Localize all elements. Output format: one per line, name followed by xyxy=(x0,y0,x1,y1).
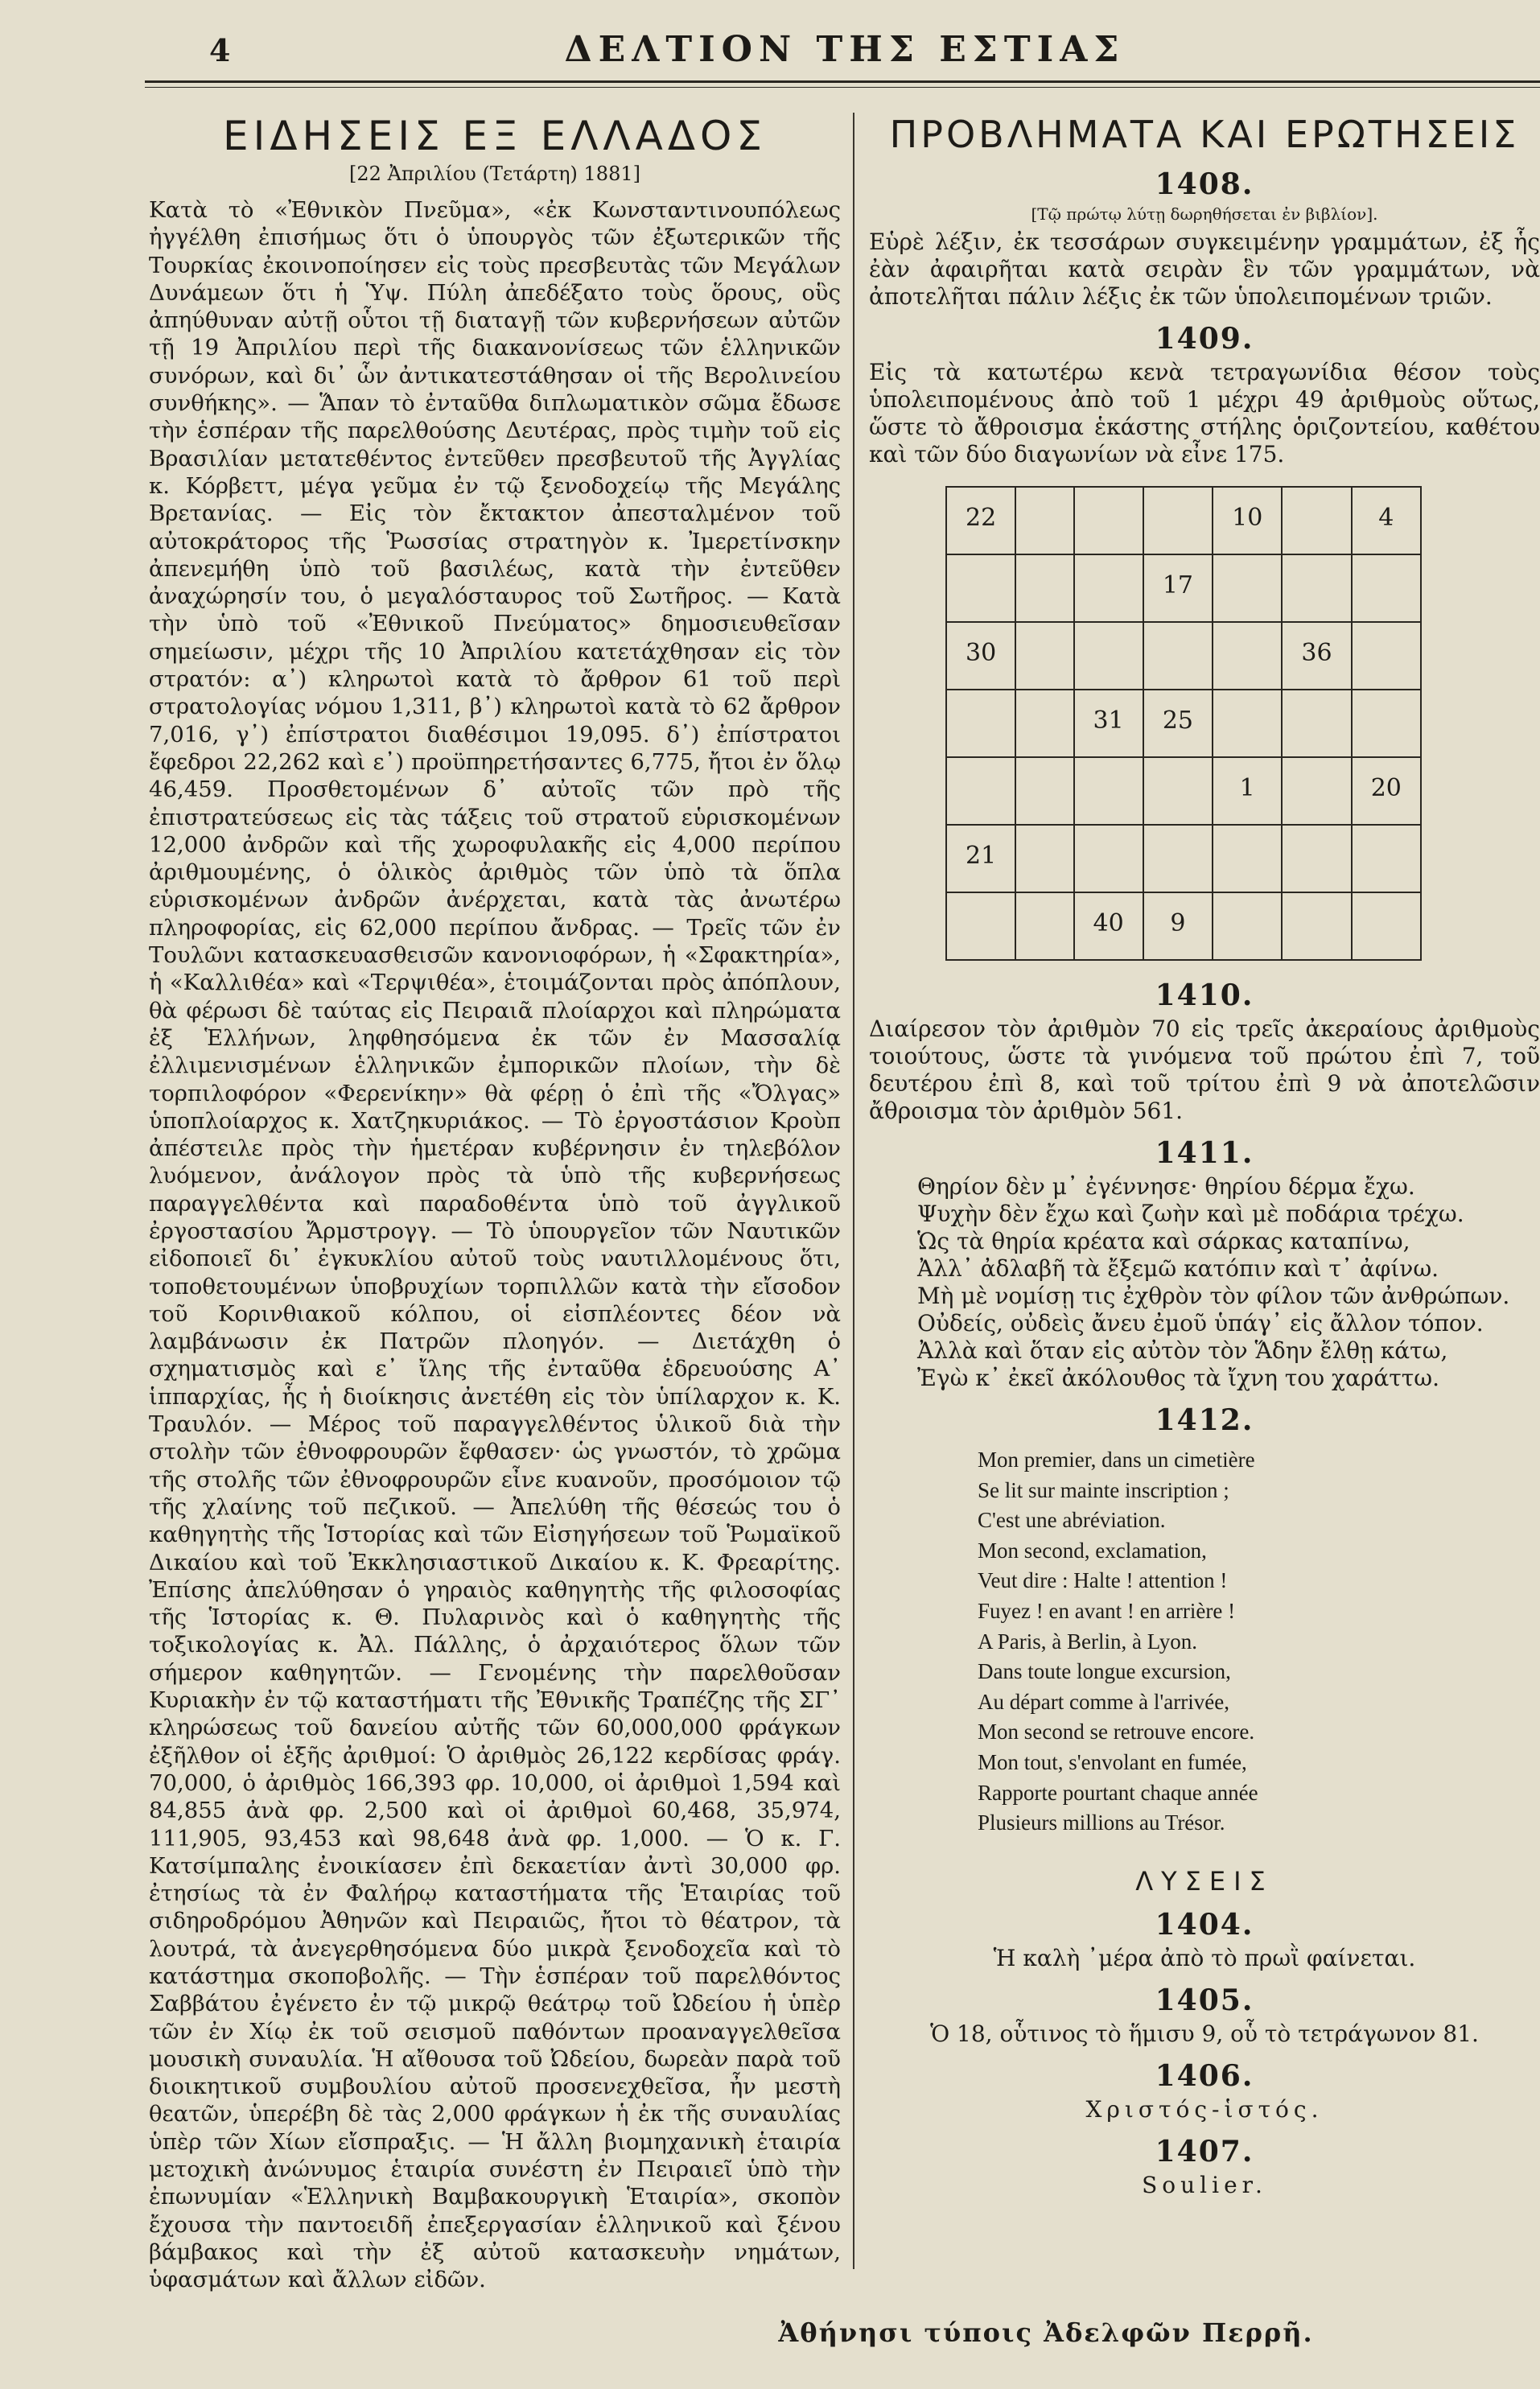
magic-square-row xyxy=(946,487,1421,554)
magic-square-cell xyxy=(1352,622,1421,690)
magic-square-cell xyxy=(1015,892,1073,960)
magic-square-cell xyxy=(1282,690,1351,757)
magic-square-cell xyxy=(1143,757,1213,825)
magic-square-cell: 40 xyxy=(1074,892,1143,960)
magic-square-cell xyxy=(1143,487,1213,554)
magic-square-cell xyxy=(1213,825,1282,892)
magic-square-cell xyxy=(946,554,1015,622)
news-dateline: [22 Ἀπριλίου (Τετάρτη) 1881] xyxy=(349,163,640,185)
verse-line: Ἀλλ᾽ ἀδλαβῆ τὰ ἔξεμῶ κατόπιν καὶ τ᾽ ἀφίνω. xyxy=(917,1255,1439,1282)
verse-line: Ἀλλὰ καὶ ὅταν εἰς αὐτὸν τὸν Ἅδην ἔλθῃ κάτω, xyxy=(917,1337,1448,1364)
verse-line: Οὐδείς, οὐδεὶς ἄνευ ἐμοῦ ὑπάγ᾽ εἰς ἄλλον τόπον. xyxy=(917,1310,1484,1337)
news-column xyxy=(149,113,841,2294)
magic-square-cell xyxy=(1074,757,1143,825)
magic-square-row xyxy=(946,690,1421,757)
magic-square-cell xyxy=(1015,622,1073,690)
magic-square-cell: 4 xyxy=(1352,487,1421,554)
magic-square-cell xyxy=(1015,690,1073,757)
magic-square-row xyxy=(946,622,1421,690)
verse-line: Fuyez ! en avant ! en arrière ! xyxy=(978,1598,1236,1623)
magic-square-cell: 25 xyxy=(1143,690,1213,757)
answer-1405-number: 1405. xyxy=(1155,1983,1254,2017)
magic-square-cell: 21 xyxy=(946,825,1015,892)
magic-square-cell: 17 xyxy=(1143,554,1213,622)
verse-line: Mon tout, s'envolant en fumée, xyxy=(978,1749,1247,1774)
answer-1404-number: 1404. xyxy=(1155,1907,1254,1942)
problem-1410-text: Διαίρεσον τὸν ἀριθμὸν 70 εἰς τρεῖς ἀκεραίους ἀριθμοὺς τοιούτους, ὥστε τὰ γινόμενα τοῦ πρώτου ἐπὶ 7, τοῦ δευτέρου ἐπὶ 8, καὶ τοῦ τρίτου ἐπὶ 9 νὰ ἀποτελῶσιν ἄθροισμα τὸν ἀριθμὸν 561. xyxy=(869,1015,1540,1124)
magic-square-cell xyxy=(946,690,1015,757)
problem-1408-text: Εὑρὲ λέξιν, ἐκ τεσσάρων συγκειμένην γραμμάτων, ἐξ ἧς ἐὰν ἀφαιρῆται κατὰ σειρὰν ἓν τῶν γραμμάτων, νὰ ἀποτελῆται πάλιν λέξις ἐκ τῶν ὑπολειπομένων τριῶν. xyxy=(869,229,1540,310)
answer-1404-text: Ἡ καλὴ ᾽μέρα ἀπὸ τὸ πρωῒ φαίνεται. xyxy=(993,1944,1416,1971)
verse-line: Se lit sur mainte inscription ; xyxy=(978,1477,1229,1502)
magic-square-cell xyxy=(1213,892,1282,960)
running-title: ΔΕΛΤΙΟΝ ΤΗΣ ΕΣΤΙΑΣ xyxy=(564,29,1126,70)
magic-square-cell xyxy=(1282,825,1351,892)
column-divider xyxy=(853,113,854,2269)
verse-line: Ἐγὼ κ᾽ ἐκεῖ ἀκόλουθος τὰ ἴχνη του χαράττω. xyxy=(917,1365,1440,1391)
magic-square-cell: 1 xyxy=(1213,757,1282,825)
magic-square-cell xyxy=(1213,690,1282,757)
magic-square-cell xyxy=(1282,554,1351,622)
verse-line: Veut dire : Halte ! attention ! xyxy=(978,1568,1228,1593)
verse-line: Ψυχὴν δὲν ἔχω καὶ ζωὴν καὶ μὲ ποδάρια τρέχω. xyxy=(917,1201,1464,1227)
problem-1410-number: 1410. xyxy=(1155,978,1254,1012)
magic-square-cell xyxy=(1143,825,1213,892)
problem-1409-text: Εἰς τὰ κατωτέρω κενὰ τετραγωνίδια θέσον τοὺς ὑπολειπομένους ἀπὸ τοῦ 1 μέχρι 49 ἀριθμοὺς οὕτως, ὥστε τὸ ἄθροισμα ἑκάστης στήλης ὁριζοντείου, καθέτου καὶ τῶν δύο διαγωνίων νὰ εἶνε 175. xyxy=(869,359,1540,468)
header-rule xyxy=(145,80,1540,83)
problem-1412-verse xyxy=(978,1445,1540,1839)
magic-square-cell: 30 xyxy=(946,622,1015,690)
answer-1407-number: 1407. xyxy=(1155,2134,1254,2169)
verse-line: Θηρίον δὲν μ᾽ ἐγέννησε· θηρίου δέρμα ἔχω. xyxy=(917,1173,1415,1200)
news-body: Κατὰ τὸ «Ἐθνικὸν Πνεῦμα», «ἐκ Κωνσταντινουπόλεως ἠγγέλθη ἐπισήμως ὅτι ὁ ὑπουργὸς τῶν ἐξωτερικῶν τῆς Τουρκίας ἐκοινοποίησεν εἰς τοὺς πρεσβευτὰς τῶν Μεγάλων Δυνάμεων ὅτι ἡ Ὑψ. Πύλη ἀπεδέξατο τοὺς ὅρους, οὓς ἀπηύθυναν αὐτῇ οὗτοι τῇ διαταγῇ τῶν κυβερνήσεων αὐτῶν τῇ 19 Ἀπριλίου περὶ τῆς διακανονίσεως τῶν ἑλληνικῶν συνόρων, καὶ δι᾽ ὧν ἀντικατεστάθησαν οἱ τῆς Βερολινείου συνθήκης». — Ἅπαν τὸ ἐνταῦθα διπλωματικὸν σῶμα ἔδωσε τὴν ἑσπέραν τῆς παρελθούσης Δευτέρας, πρὸς τιμὴν τοῦ εἰς Βρασιλίαν μετατεθέντος ἐντεῦθεν πρεσβευτοῦ τῆς Ἀγγλίας κ. Κόρβεττ, μέγα γεῦμα ἐν τῷ ξενοδοχείῳ τῆς Μεγάλης Βρετανίας. — Εἰς τὸν ἔκτακτον ἀπεσταλμένον τοῦ αὐτοκράτορος τῆς Ῥωσσίας στρατηγὸν κ. Ἰμερετίνσκην ἀπενεμήθη ὑπὸ τοῦ βασιλέως, κατὰ τὴν ἐντεῦθεν ἀναχώρησίν του, ὁ μεγαλόσταυρος τοῦ Σωτῆρος. — Κατὰ τὴν ὑπὸ τοῦ «Ἐθνικοῦ Πνεύματος» δημοσιευθεῖσαν σημείωσιν, μέχρι τῆς 10 Ἀπριλίου κατετάχθησαν εἰς τὸν στρατόν: α᾽) κληρωτοὶ κατὰ τὸ ἄρθρον 61 τοῦ περὶ στρατολογίας νόμου 1,311, β᾽) κληρωτοὶ κατὰ τὸ 62 ἄρθρον 7,016, γ᾽) ἐπίστρατοι διαθέσιμοι 19,095. δ᾽) ἐπίστρατοι ἔφεδροι 22,262 καὶ ε᾽) προϋπηρετήσαντες 6,775, ἤτοι ἐν ὅλῳ 46,459. Προσθετομένων δ᾽ αὐτοῖς τῶν πρὸ τῆς ἐπιστρατεύσεως εἰς τὰς τάξεις τοῦ στρατοῦ εὑρισκομένων 12,000 ἀνδρῶν καὶ τῆς χωροφυλακῆς εἰς 4,000 περίπου ἀριθμουμένης, ὁ ὁλικὸς ἀριθμὸς τῶν ὑπὸ τὰ ὅπλα εὑρισκομένων ἀνδρῶν ἀνέρχεται, κατὰ τὰς ἀνωτέρω πληροφορίας, εἰς 62,000 περίπου ἄνδρας. — Τρεῖς τῶν ἐν Τουλῶνι κατασκευασθεισῶν κανονιοφόρων, ἡ «Σφακτηρία», ἡ «Καλλιθέα» καὶ «Τερψιθέα», ἑτοιμάζονται πρὸς ἀπόπλουν, θὰ φέρωσι δὲ ταύτας εἰς Πειραιᾶ πλοίαρχοι καὶ πληρώματα ἐξ Ἑλλήνων, ληφθησόμενα ἐκ τῶν ἐν Μασσαλίᾳ ἐλλιμενισμένων ἑλληνικῶν ἐμπορικῶν πλοίων, τὴν δὲ τορπιλοφόρον «Φερενίκην» θὰ φέρῃ ὁ ἐπὶ τῆς «Ὄλγας» ὑποπλοίαρχος κ. Χατζηκυριάκος. — Τὸ ἐργοστάσιον Κροὺπ ἀπέστειλε πρὸς τὴν ἡμετέραν κυβέρνησιν ἐν τηλεβόλον λυόμενον, ἀνάλογον πρὸς τὰ ὑπὸ τῆς κυβερνήσεως παραγγελθέντα καὶ παραδοθέντα ὑπὸ τοῦ ἀγγλικοῦ ἐργοστασίου Ἄρμστρογγ. — Τὸ ὑπουργεῖον τῶν Ναυτικῶν εἰδοποιεῖ δι᾽ ἐγκυκλίου αὐτοῦ τοὺς ναυτιλλομένους ὅτι, τοποθετουμένων ὑποβρυχίων τορπιλλῶν κατὰ τὴν εἴσοδον τοῦ Κορινθιακοῦ κόλπου, οἱ εἰσπλέοντες δέον νὰ λαμβάνωσιν ἐκ Πατρῶν πλοηγόν. — Διετάχθη ὁ σχηματισμὸς καὶ ε᾽ ἴλης τῆς ἐνταῦθα ἑδρευούσης Α᾽ ἱππαρχίας, ἧς ἡ διοίκησις ἀνετέθη εἰς τὸν ὑπίλαρχον κ. Κ. Τραυλόν. — Μέρος τοῦ παραγγελθέντος ὑλικοῦ διὰ τὴν στολὴν τῶν ἐθνοφρουρῶν ἔφθασεν· ὡς γνωστόν, τὸ χρῶμα τῆς στολῆς τῶν ἐθνοφρουρῶν εἶνε κυανοῦν, προσόμοιον τῷ τῆς χλαίνης τοῦ πεζικοῦ. — Ἀπελύθη τῆς θέσεώς του ὁ καθηγητὴς τῆς Ἱστορίας καὶ τῶν Εἰσηγήσεων τοῦ Ῥωμαϊκοῦ Δικαίου καὶ τοῦ Ἐκκλησιαστικοῦ Δικαίου κ. Κ. Φρεαρίτης. Ἐπίσης ἀπελύθησαν ὁ γηραιὸς καθηγητὴς τῆς φιλοσοφίας τῆς Ἱστορίας κ. Θ. Πυλαρινὸς καὶ ὁ καθηγητὴς τῆς τοξικολογίας κ. Ἀλ. Πάλλης, ὁ ἀρχαιότερος ὅλων τῶν σήμερον καθηγητῶν. — Γενομένης τὴν παρελθοῦσαν Κυριακὴν ἐν τῷ καταστήματι τῆς Ἐθνικῆς Τραπέζης τῆς ΣΓ᾽ κληρώσεως τοῦ δανείου αὐτῆς τῶν 60,000,000 φράγκων ἐξῆλθον οἱ ἑξῆς ἀριθμοί: Ὁ ἀριθμὸς 26,122 κερδίσας φράγ. 70,000, ὁ ἀριθμὸς 166,393 φρ. 10,000, οἱ ἀριθμοὶ 1,594 καὶ 84,855 ἀνὰ φρ. 2,500 καὶ οἱ ἀριθμοὶ 60,468, 35,974, 111,905, 93,453 καὶ 98,648 ἀνὰ φρ. 1,000. — Ὁ κ. Γ. Κατσίμπαλης ἐνοικίασεν ἐπὶ δεκαετίαν ἀντὶ 30,000 φρ. ἐτησίως τὰ ἐν Φαλήρῳ καταστήματα τῆς Ἑταιρίας τοῦ σιδηροδρόμου Ἀθηνῶν καὶ Πειραιῶς, ἤτοι τὸ θέατρον, τὰ λουτρά, τὰ ἀνεγερθησόμενα δύο μικρὰ ξενοδοχεῖα καὶ τὸ κατάστημα σκοποβολῆς. — Τὴν ἑσπέραν τοῦ παρελθόντος Σαββάτου ἐγένετο ἐν τῷ μικρῷ θεάτρῳ τοῦ Ὠδείου ἡ ὑπὲρ τῶν ἐν Χίῳ ἐκ τοῦ σεισμοῦ παθόντων προαναγγελθεῖσα μουσικὴ συναυλία. Ἡ αἴθουσα τοῦ Ὠδείου, δωρεὰν παρὰ τοῦ διοικητικοῦ συμβουλίου αὐτοῦ προσενεχθεῖσα, ἦν μεστὴ θεατῶν, ὑπερέβη δὲ τὰς 2,000 φράγκων ἡ ἐκ τῆς συναυλίας ὑπὲρ τῶν Χίων εἴσπραξις. — Ἡ ἄλλη βιομηχανικὴ ἑταιρία μετοχικὴ ἀνώνυμος ἑταιρία συνέστη ἐν Πειραιεῖ ὑπὸ τὴν ἐπωνυμίαν «Ἑλληνικὴ Βαμβακουργικὴ Ἑταιρία», σκοπὸν ἔχουσα τὴν παντοειδῆ ἐπεξεργασίαν ἑλληνικοῦ καὶ ξένου βάμβακος καὶ τὴν ἐξ αὐτοῦ κατασκευὴν νημάτων, ὑφασμάτων καὶ ἄλλων εἰδῶν. xyxy=(149,197,841,2293)
magic-square-row xyxy=(946,554,1421,622)
magic-square-cell xyxy=(1352,554,1421,622)
problem-1408-note: [Τῷ πρώτῳ λύτῃ δωρηθήσεται ἐν βιβλίον]. xyxy=(1031,204,1378,224)
magic-square-cell xyxy=(1213,554,1282,622)
verse-line: Rapporte pourtant chaque année xyxy=(978,1780,1258,1805)
answers-title: ΛΥΣΕΙΣ xyxy=(1135,1865,1274,1897)
magic-square-row xyxy=(946,825,1421,892)
verse-line: Mon second se retrouve encore. xyxy=(978,1720,1255,1744)
magic-square-cell: 36 xyxy=(1282,622,1351,690)
magic-square-cell xyxy=(1074,554,1143,622)
magic-square-cell xyxy=(1015,554,1073,622)
magic-square-cell xyxy=(1352,825,1421,892)
magic-square-cell xyxy=(1074,487,1143,554)
news-section-title: ΕΙΔΗΣΕΙΣ ΕΞ ΕΛΛΑΔΟΣ xyxy=(223,113,767,159)
verse-line: Plusieurs millions au Trésor. xyxy=(978,1810,1225,1835)
magic-square-cell xyxy=(1352,690,1421,757)
magic-square-cell xyxy=(1143,622,1213,690)
magic-square-cell xyxy=(1074,825,1143,892)
verse-line: C'est une abréviation. xyxy=(978,1508,1166,1533)
problems-section-title: ΠΡΟΒΛΗΜΑΤΑ ΚΑΙ ΕΡΩΤΗΣΕΙΣ xyxy=(889,113,1520,156)
magic-square-cell: 31 xyxy=(1074,690,1143,757)
magic-square-cell xyxy=(1213,622,1282,690)
magic-square-cell xyxy=(946,757,1015,825)
page-number: 4 xyxy=(209,32,231,68)
verse-line: Au départ comme à l'arrivée, xyxy=(978,1689,1229,1714)
magic-square-cell: 20 xyxy=(1352,757,1421,825)
magic-square-cell: 10 xyxy=(1213,487,1282,554)
magic-square-cell: 9 xyxy=(1143,892,1213,960)
problem-1411-number: 1411. xyxy=(1155,1136,1254,1170)
magic-square-cell xyxy=(1074,622,1143,690)
header-rule-thin xyxy=(145,87,1540,88)
magic-square-cell xyxy=(1352,892,1421,960)
answer-1406-number: 1406. xyxy=(1155,2058,1254,2093)
problem-1411-verse xyxy=(917,1173,1540,1392)
magic-square-cell xyxy=(1015,757,1073,825)
verse-line: Mon premier, dans un cimetière xyxy=(978,1448,1255,1472)
answer-1406-text: Χριστός-ἱστός. xyxy=(1085,2095,1324,2123)
magic-square-cell xyxy=(1282,487,1351,554)
magic-square-cell xyxy=(1015,487,1073,554)
verse-line: A Paris, à Berlin, à Lyon. xyxy=(978,1629,1197,1654)
problem-1412-number: 1412. xyxy=(1155,1403,1254,1437)
verse-line: Dans toute longue excursion, xyxy=(978,1659,1231,1684)
magic-square-cell: 22 xyxy=(946,487,1015,554)
magic-square-cell xyxy=(1282,892,1351,960)
problem-1408-number: 1408. xyxy=(1155,167,1254,201)
magic-square-cell xyxy=(946,892,1015,960)
printer-imprint: Ἀθήνησι τύποις Ἀδελφῶν Περρῆ. xyxy=(778,2317,1314,2348)
magic-square-row xyxy=(946,757,1421,825)
problems-column xyxy=(869,113,1540,2204)
answer-1405-text: Ὁ 18, οὗτινος τὸ ἥμισυ 9, οὗ τὸ τετράγωνον 81. xyxy=(930,2020,1479,2047)
verse-line: Mon second, exclamation, xyxy=(978,1538,1207,1563)
verse-line: Ὡς τὰ θηρία κρέατα καὶ σάρκας καταπίνω, xyxy=(917,1228,1410,1254)
answer-1407-text: Soulier. xyxy=(1142,2171,1267,2198)
magic-square xyxy=(945,486,1422,961)
problem-1409-number: 1409. xyxy=(1155,322,1254,356)
page-header xyxy=(153,24,1537,89)
magic-square-cell xyxy=(1015,825,1073,892)
verse-line: Μὴ μὲ νομίσῃ τις ἐχθρὸν τὸν φίλον τῶν ἀνθρώπων. xyxy=(917,1283,1510,1309)
magic-square-table xyxy=(945,486,1422,961)
magic-square-cell xyxy=(1282,757,1351,825)
magic-square-row xyxy=(946,892,1421,960)
